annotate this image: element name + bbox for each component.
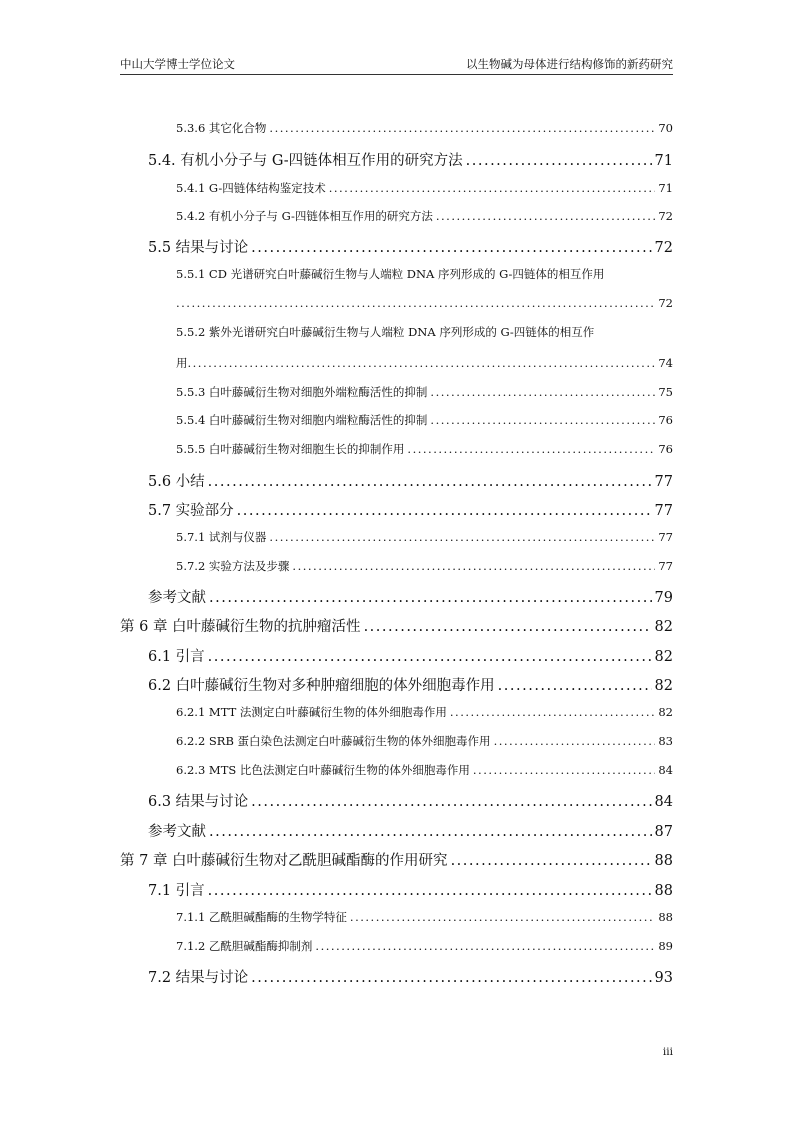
toc-entry-page: 88 bbox=[654, 883, 673, 899]
toc-entry-page: 75 bbox=[658, 385, 673, 399]
toc-entry-continuation[interactable] bbox=[176, 296, 673, 310]
toc-entry-page: 72 bbox=[658, 209, 673, 223]
toc-entry[interactable] bbox=[148, 645, 673, 666]
toc-entry-page: 88 bbox=[654, 853, 673, 869]
toc-entry-title: 参考文献 bbox=[148, 590, 206, 606]
toc-dot-leader bbox=[350, 910, 655, 924]
toc-entry[interactable] bbox=[148, 236, 673, 257]
toc-entry[interactable] bbox=[148, 820, 673, 841]
toc-entry-page: 72 bbox=[654, 240, 673, 256]
toc-entry-title: 5.7.1 试剂与仪器 bbox=[176, 530, 267, 544]
toc-entry[interactable] bbox=[120, 849, 673, 870]
header-thesis-type: 中山大学博士学位论文 bbox=[120, 57, 235, 71]
toc-entry[interactable] bbox=[148, 966, 673, 987]
toc-entry-page: 77 bbox=[658, 559, 673, 573]
toc-dot-leader bbox=[208, 883, 652, 899]
toc-entry[interactable] bbox=[176, 704, 673, 720]
toc-entry-page: 74 bbox=[658, 356, 673, 370]
toc-entry[interactable] bbox=[176, 733, 673, 749]
toc-dot-leader bbox=[292, 559, 655, 573]
toc-entry-page: 84 bbox=[654, 794, 673, 810]
toc-entry[interactable] bbox=[176, 266, 673, 282]
toc-entry-page: 87 bbox=[654, 824, 673, 840]
toc-entry-title: 5.5.2 紫外光谱研究白叶藤碱衍生物与人端粒 DNA 序列形成的 G-四链体的相互作 bbox=[176, 325, 595, 339]
toc-entry-title: 5.5.5 白叶藤碱衍生物对细胞生长的抑制作用 bbox=[176, 442, 405, 456]
toc-entry-title: 5.5 结果与讨论 bbox=[148, 240, 249, 256]
toc-entry-page: 82 bbox=[654, 649, 673, 665]
toc-entry-continuation[interactable] bbox=[176, 355, 673, 371]
toc-entry-title: 6.2.1 MTT 法测定白叶藤碱衍生物的体外细胞毒作用 bbox=[176, 705, 447, 719]
toc-entry-title: 5.4. 有机小分子与 G-四链体相互作用的研究方法 bbox=[148, 153, 463, 169]
toc-dot-leader bbox=[315, 939, 655, 953]
toc-entry-page: 82 bbox=[658, 705, 673, 719]
toc-entry-title: 7.1.1 乙酰胆碱酯酶的生物学特征 bbox=[176, 910, 347, 924]
page-number: iii bbox=[662, 1046, 673, 1058]
toc-dot-leader bbox=[176, 296, 655, 310]
toc-entry-title: 7.2 结果与讨论 bbox=[148, 970, 249, 986]
toc-entry-title: 5.7 实验部分 bbox=[148, 503, 234, 519]
toc-entry-page: 76 bbox=[658, 413, 673, 427]
toc-entry[interactable] bbox=[176, 529, 673, 545]
toc-entry[interactable] bbox=[176, 938, 673, 954]
toc-dot-leader bbox=[208, 474, 652, 490]
toc-dot-leader bbox=[407, 442, 655, 456]
toc-dot-leader bbox=[451, 853, 652, 869]
toc-entry-title: 5.4.2 有机小分子与 G-四链体相互作用的研究方法 bbox=[176, 209, 433, 223]
toc-entry[interactable] bbox=[176, 180, 673, 196]
toc-entry-page: 79 bbox=[654, 590, 673, 606]
toc-entry-page: 71 bbox=[658, 181, 673, 195]
toc-dot-leader bbox=[269, 121, 655, 135]
toc-entry-page: 82 bbox=[654, 619, 673, 635]
toc-entry[interactable] bbox=[148, 790, 673, 811]
toc-dot-leader bbox=[251, 970, 651, 986]
toc-entry[interactable] bbox=[148, 499, 673, 520]
toc-entry[interactable] bbox=[148, 149, 673, 170]
toc-dot-leader bbox=[208, 649, 652, 665]
toc-entry[interactable] bbox=[148, 586, 673, 607]
toc-entry-page: 82 bbox=[654, 678, 673, 694]
toc-entry-title: 5.5.1 CD 光谱研究白叶藤碱衍生物与人端粒 DNA 序列形成的 G-四链体的相互作用 bbox=[176, 267, 605, 281]
toc-dot-leader bbox=[329, 181, 656, 195]
toc-entry-title: 5.4.1 G-四链体结构鉴定技术 bbox=[176, 181, 326, 195]
toc-entry-page: 77 bbox=[654, 474, 673, 490]
toc-entry-page: 70 bbox=[658, 121, 673, 135]
toc-entry-title-continued: 用 bbox=[176, 356, 188, 370]
toc-entry-title: 6.2.2 SRB 蛋白染色法测定白叶藤碱衍生物的体外细胞毒作用 bbox=[176, 734, 491, 748]
toc-entry-title: 7.1.2 乙酰胆碱酯酶抑制剂 bbox=[176, 939, 313, 953]
toc-entry[interactable] bbox=[176, 909, 673, 925]
toc-dot-leader bbox=[436, 209, 656, 223]
toc-entry-title: 参考文献 bbox=[148, 824, 206, 840]
toc-entry-title: 5.3.6 其它化合物 bbox=[176, 121, 267, 135]
toc-entry[interactable] bbox=[176, 324, 673, 340]
toc-entry-title: 6.2.3 MTS 比色法测定白叶藤碱衍生物的体外细胞毒作用 bbox=[176, 763, 470, 777]
toc-entry[interactable] bbox=[176, 120, 673, 136]
toc-entry[interactable] bbox=[148, 470, 673, 491]
toc-dot-leader bbox=[364, 619, 652, 635]
toc-dot-leader bbox=[188, 356, 656, 370]
toc-entry-title: 6.3 结果与讨论 bbox=[148, 794, 249, 810]
toc-dot-leader bbox=[494, 734, 656, 748]
toc-entry[interactable] bbox=[176, 558, 673, 574]
toc-entry-title: 5.6 小结 bbox=[148, 474, 205, 490]
toc-dot-leader bbox=[466, 153, 652, 169]
toc-dot-leader bbox=[498, 678, 652, 694]
toc-entry-page: 89 bbox=[658, 939, 673, 953]
toc-entry-title: 第 7 章 白叶藤碱衍生物对乙酰胆碱酯酶的作用研究 bbox=[120, 853, 448, 869]
toc-dot-leader bbox=[251, 240, 651, 256]
toc-dot-leader bbox=[430, 413, 655, 427]
toc-entry[interactable] bbox=[148, 674, 673, 695]
toc-entry[interactable] bbox=[176, 208, 673, 224]
toc-dot-leader bbox=[251, 794, 651, 810]
toc-entry-page: 93 bbox=[654, 970, 673, 986]
toc-entry-page: 77 bbox=[658, 530, 673, 544]
toc-entry[interactable] bbox=[176, 441, 673, 457]
toc-entry-title: 6.1 引言 bbox=[148, 649, 205, 665]
toc-entry-page: 88 bbox=[658, 910, 673, 924]
toc-entry[interactable] bbox=[148, 879, 673, 900]
toc-dot-leader bbox=[209, 590, 652, 606]
toc-entry[interactable] bbox=[176, 412, 673, 428]
toc-dot-leader bbox=[209, 824, 652, 840]
toc-dot-leader bbox=[237, 503, 652, 519]
toc-entry-page: 76 bbox=[658, 442, 673, 456]
toc-entry-page: 83 bbox=[658, 734, 673, 748]
toc-entry-page: 84 bbox=[658, 763, 673, 777]
toc-entry-title: 5.5.3 白叶藤碱衍生物对细胞外端粒酶活性的抑制 bbox=[176, 385, 428, 399]
toc-entry-title: 7.1 引言 bbox=[148, 883, 205, 899]
toc-entry[interactable] bbox=[120, 615, 673, 636]
toc-entry-page: 71 bbox=[654, 153, 673, 169]
toc-dot-leader bbox=[430, 385, 655, 399]
toc-entry-page: 72 bbox=[658, 296, 673, 310]
header-thesis-title: 以生物碱为母体进行结构修饰的新药研究 bbox=[466, 57, 673, 71]
toc-entry-page: 77 bbox=[654, 503, 673, 519]
toc-entry-title: 5.5.4 白叶藤碱衍生物对细胞内端粒酶活性的抑制 bbox=[176, 413, 428, 427]
toc-entry[interactable] bbox=[176, 762, 673, 778]
toc-dot-leader bbox=[473, 763, 655, 777]
toc-entry-title: 第 6 章 白叶藤碱衍生物的抗肿瘤活性 bbox=[120, 619, 361, 635]
toc-entry-title: 5.7.2 实验方法及步骤 bbox=[176, 559, 290, 573]
toc-entry-title: 6.2 白叶藤碱衍生物对多种肿瘤细胞的体外细胞毒作用 bbox=[148, 678, 495, 694]
toc-dot-leader bbox=[450, 705, 655, 719]
toc-dot-leader bbox=[269, 530, 655, 544]
toc-entry[interactable] bbox=[176, 384, 673, 400]
